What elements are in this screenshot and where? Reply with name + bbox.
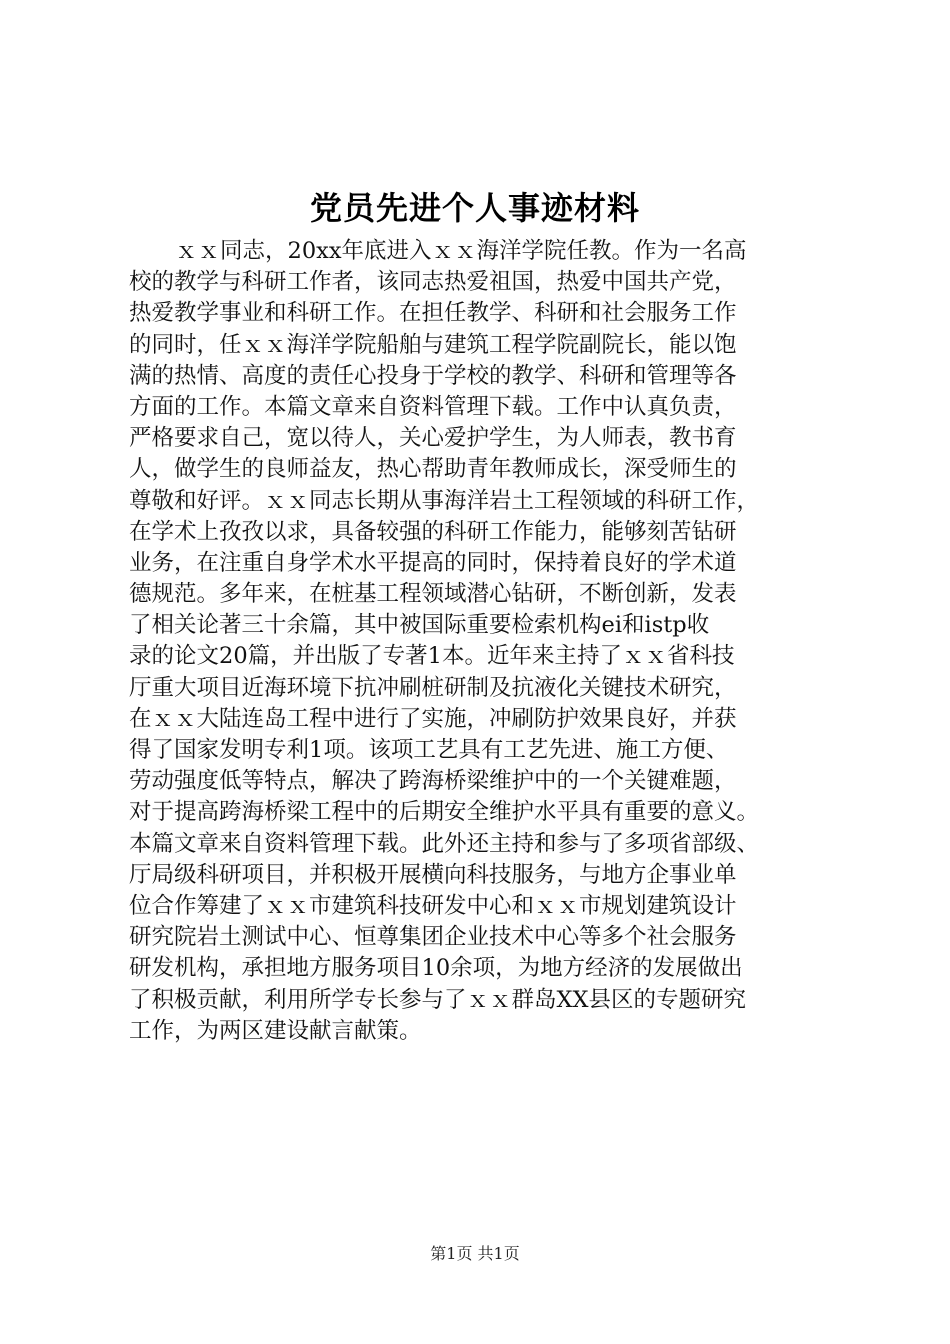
- body-line: 研究院岩土测试中心、恒尊集团企业技术中心等多个社会服务: [129, 924, 737, 951]
- body-line: 尊敬和好评。ｘｘ同志长期从事海洋岩土工程领域的科研工作，: [129, 487, 760, 514]
- body-line: 得了国家发明专利1项。该项工艺具有工艺先进、施工方便、: [129, 737, 729, 763]
- body-line: 人，做学生的良师益友，热心帮助青年教师成长，深受师生的: [129, 456, 737, 483]
- body-line: 方面的工作。本篇文章来自资料管理下载。工作中认真负责，: [129, 393, 737, 420]
- body-line: 位合作筹建了ｘｘ市建筑科技研发中心和ｘｘ市规划建筑设计: [129, 892, 737, 919]
- body-line: 严格要求自己，宽以待人，关心爱护学生，为人师表，教书育: [129, 425, 737, 452]
- body-line: 厅重大项目近海环境下抗冲刷桩研制及抗液化关键技术研究，: [129, 674, 737, 701]
- body-line: 业务，在注重自身学术水平提高的同时，保持着良好的学术道: [129, 549, 737, 576]
- body-line: 德规范。多年来，在桩基工程领域潜心钻研，不断创新，发表: [129, 581, 737, 608]
- body-line: 厅局级科研项目，并积极开展横向科技服务，与地方企事业单: [129, 861, 737, 888]
- body-line: 在学术上孜孜以求，具备较强的科研工作能力，能够刻苦钻研: [129, 518, 737, 545]
- body-line: ｘｘ同志，20xx年底进入ｘｘ海洋学院任教。作为一名高: [175, 238, 747, 264]
- body-line: 对于提高跨海桥梁工程中的后期安全维护水平具有重要的意义。: [129, 799, 760, 826]
- body-line: 的同时，任ｘｘ海洋学院船舶与建筑工程学院副院长，能以饱: [129, 331, 737, 358]
- body-line: 校的教学与科研工作者，该同志热爱祖国，热爱中国共产党，: [129, 269, 737, 296]
- document-body: [129, 236, 829, 1047]
- page-number-footer: 第1页 共1页: [430, 1244, 520, 1263]
- body-line: 研发机构，承担地方服务项目10余项，为地方经济的发展做出: [129, 955, 743, 982]
- document-title: 党员先进个人事迹材料: [309, 189, 640, 227]
- body-line: 了积极贡献，利用所学专长参与了ｘｘ群岛XX县区的专题研究: [129, 986, 747, 1013]
- body-line: 满的热情、高度的责任心投身于学校的教学、科研和管理等各: [129, 362, 737, 389]
- body-line: 本篇文章来自资料管理下载。此外还主持和参与了多项省部级、: [129, 830, 760, 857]
- body-line: 劳动强度低等特点，解决了跨海桥梁维护中的一个关键难题，: [129, 768, 737, 795]
- body-line: 工作，为两区建设献言献策。: [129, 1017, 422, 1044]
- body-line: 在ｘｘ大陆连岛工程中进行了实施，冲刷防护效果良好，并获: [129, 705, 737, 732]
- body-line: 录的论文20篇，并出版了专著1本。近年来主持了ｘｘ省科技: [129, 643, 735, 670]
- body-line: 热爱教学事业和科研工作。在担任教学、科研和社会服务工作: [129, 300, 737, 327]
- body-line: 了相关论著三十余篇，其中被国际重要检索机构ei和istp收: [129, 612, 710, 639]
